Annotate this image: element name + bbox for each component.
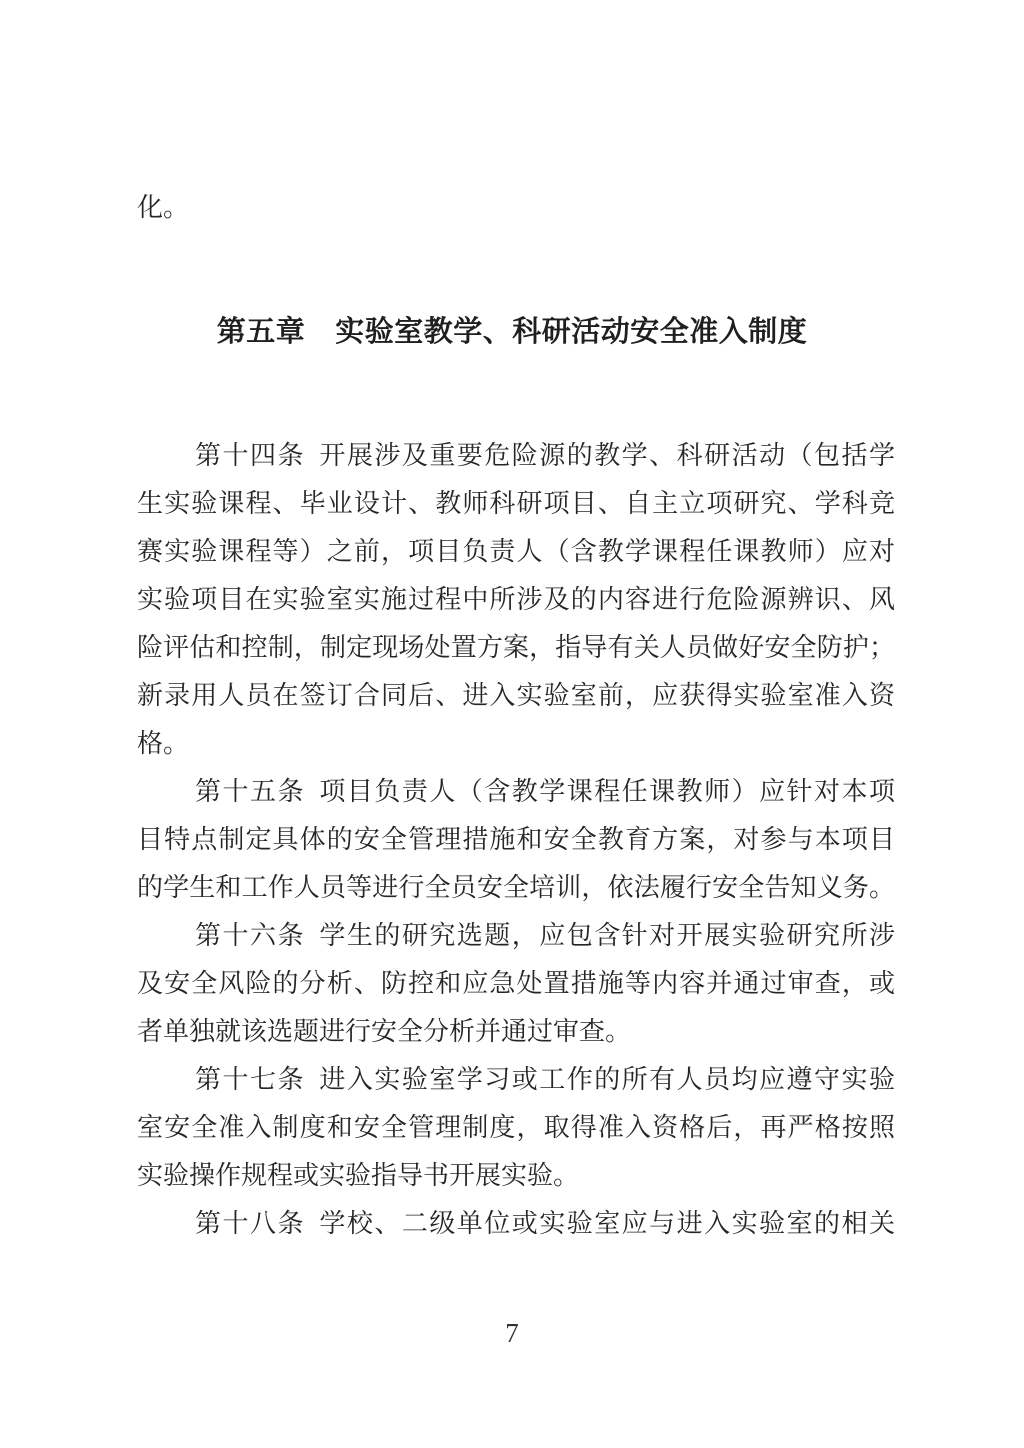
body-line: 室安全准入制度和安全管理制度，取得准入资格后，再严格按照 [137,1113,895,1142]
body-line: 及安全风险的分析、防控和应急处置措施等内容并通过审查，或 [137,969,895,998]
body-line: 赛实验课程等）之前，项目负责人（含教学课程任课教师）应对 [137,537,895,566]
body-line: 的学生和工作人员等进行全员安全培训，依法履行安全告知义务。 [137,873,895,902]
chapter-heading: 第五章 实验室教学、科研活动安全准入制度 [216,316,808,348]
body-line: 第十五条 项目负责人（含教学课程任课教师）应针对本项 [195,777,895,806]
body-line: 第十七条 进入实验室学习或工作的所有人员均应遵守实验 [195,1065,895,1094]
body-line: 实验操作规程或实验指导书开展实验。 [137,1161,580,1190]
body-line: 实验项目在实验室实施过程中所涉及的内容进行危险源辨识、风 [137,585,895,614]
body-line: 险评估和控制，制定现场处置方案，指导有关人员做好安全防护； [137,633,895,662]
body-line: 目特点制定具体的安全管理措施和安全教育方案，对参与本项目 [137,825,895,854]
continuation-text: 化。 [137,193,190,222]
document-body [137,432,895,1248]
body-line: 第十八条 学校、二级单位或实验室应与进入实验室的相关 [195,1209,895,1238]
body-line: 生实验课程、毕业设计、教师科研项目、自主立项研究、学科竞 [137,489,895,518]
body-line: 格。 [137,729,190,758]
body-line: 者单独就该选题进行安全分析并通过审查。 [137,1017,632,1046]
body-line: 第十四条 开展涉及重要危险源的教学、科研活动（包括学 [195,441,895,470]
body-line: 第十六条 学生的研究选题，应包含针对开展实验研究所涉 [195,921,895,950]
body-line: 新录用人员在签订合同后、进入实验室前，应获得实验室准入资 [137,681,895,710]
page-number: 7 [505,1318,519,1348]
